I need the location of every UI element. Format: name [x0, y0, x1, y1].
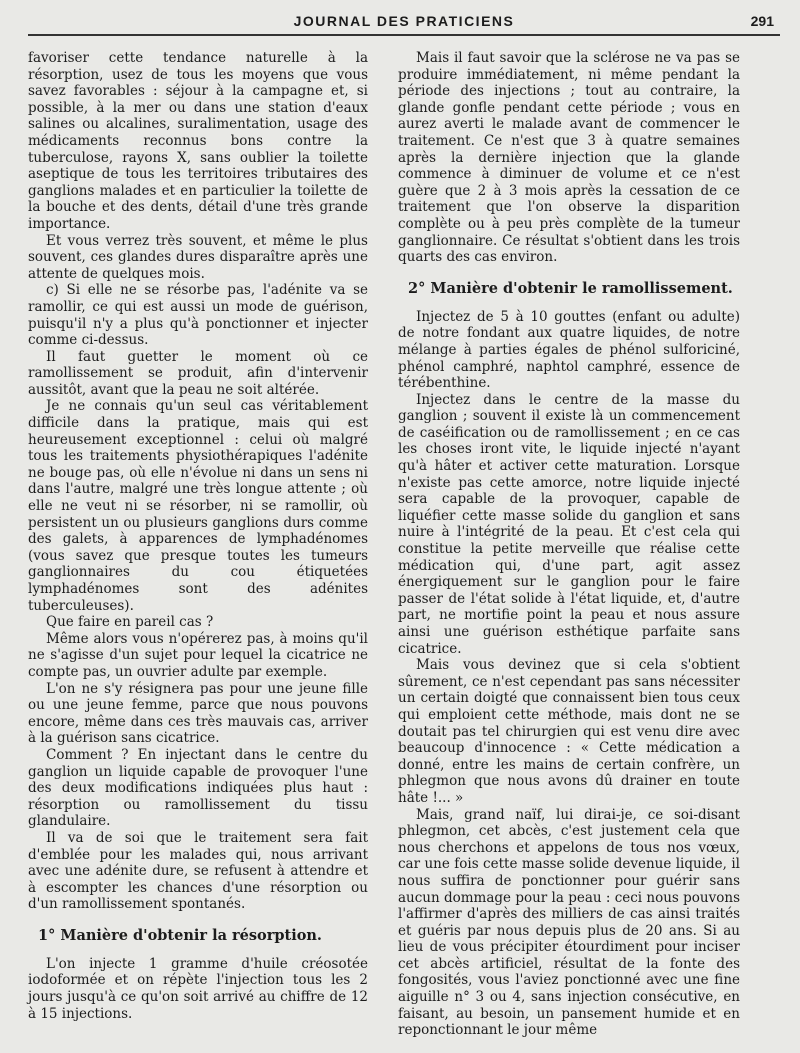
- paragraph: Injectez de 5 à 10 gouttes (enfant ou adulte) de notre fondant aux quatre liquides, de notre mélange à parties égales de phénol sulforiciné, phénol camphré, naphtol camphré, essence de térébenthine.: [398, 308, 740, 392]
- left-column: [28, 50, 368, 1022]
- paragraph: Injectez dans le centre de la masse du ganglion ; souvent il existe là un commencement de caséification ou de ramollissement ; en ce cas les choses iront vite, le liquide injecté n'ayant qu'à hâter et activer cette maturation. Lorsque n'existe pas cette amorce, notre liquide injecté sera capable de la provoquer, capable de liquéfier cette masse solide du ganglion et sans nuire à l'intégrité de la peau. Et c'est cela qui constitue la petite merveille que réalise cette médication qui, d'une part, agit assez énergiquement sur le ganglion pour le faire passer de l'état solide à l'état liquide, et, d'autre part, ne mortifie point la peau et nous assure ainsi une guérison esthétique parfaite sans cicatrice.: [398, 391, 740, 657]
- paragraph: Même alors vous n'opérerez pas, à moins qu'il ne s'agisse d'un sujet pour lequel la cicatrice ne compte pas, un ouvrier adulte par exemple.: [28, 630, 368, 680]
- right-column: [398, 50, 740, 1039]
- paragraph: Je ne connais qu'un seul cas véritablement difficile dans la pratique, mais qui est heureusement exceptionnel : celui où malgré tous les traitements physiothérapiques l'adénite ne bouge pas, où elle n'évolue ni dans un sens ni dans l'autre, malgré une très longue attente ; où elle ne veut ni se résorber, ni se ramollir, où persistent un ou plusieurs ganglions durs comme des galets, à apparences de lymphadénomes (vous savez que presque toutes les tumeurs ganglionnaires du cou étiquetées lymphadénomes sont des adénites tuberculeuses).: [28, 398, 368, 614]
- paragraph: Il va de soi que le traitement sera fait d'emblée pour les malades qui, nous arrivant avec une adénite dure, se refusent à attendre et à escompter les chances d'une résorption ou d'un ramollissement spontanés.: [28, 829, 368, 913]
- paragraph: L'on injecte 1 gramme d'huile créosotée iodoformée et on répète l'injection tous les 2 jours jusqu'à ce qu'on soit arrivé au chiffre de 12 à 15 injections.: [28, 955, 368, 1022]
- paragraph: Que faire en pareil cas ?: [46, 614, 214, 631]
- running-header: [28, 10, 780, 36]
- paragraph: Mais vous devinez que si cela s'obtient sûrement, ce n'est cependant pas sans nécessiter un certain doigté que connaissent bien tous ceux qui emploient cette méthode, mais dont ne se doutait pas tel chirurgien qui est venu dire avec beaucoup d'innocence : « Cette médication a donné, entre les mains de certain confrère, un phlegmon que nous avons dû drainer en toute hâte !... »: [398, 657, 740, 806]
- paragraph: Comment ? En injectant dans le centre du ganglion un liquide capable de provoquer l'une des deux modifications indiquées plus haut : résorption ou ramollissement du tissu glandulaire.: [28, 746, 368, 830]
- paragraph: c) Si elle ne se résorbe pas, l'adénite va se ramollir, ce qui est aussi un mode de guérison, puisqu'il n'y a plus qu'à ponctionner et injecter comme ci-dessus.: [28, 282, 368, 349]
- paragraph: Mais il faut savoir que la sclérose ne va pas se produire immédiatement, ni même pendant la période des injections ; tout au contraire, la glande gonfle pendant cette période ; vous en aurez averti le malade avant de commencer le traitement. Ce n'est que 3 à quatre semaines après la dernière injection que la glande commence à diminuer de volume et ce n'est guère que 2 à 3 mois après la cessation de ce traitement que l'on observe la disparition complète ou à peu près complète de la tumeur ganglionnaire. Ce résultat s'obtient dans les trois quarts des cas environ.: [398, 50, 740, 266]
- section-heading: 1° Manière d'obtenir la résorption.: [38, 926, 322, 944]
- paragraph: Et vous verrez très souvent, et même le plus souvent, ces glandes dures disparaître après une attente de quelques mois.: [28, 232, 368, 282]
- page-number: 291: [750, 13, 774, 29]
- paragraph: Il faut guetter le moment où ce ramollissement se produit, afin d'intervenir aussitôt, avant que la peau ne soit altérée.: [28, 348, 368, 398]
- paragraph: L'on ne s'y résignera pas pour une jeune fille ou une jeune femme, parce que nous pouvons encore, même dans ces très mauvais cas, arriver à la guérison sans cicatrice.: [28, 680, 368, 747]
- journal-title: JOURNAL DES PRATICIENS: [293, 13, 515, 29]
- paragraph: favoriser cette tendance naturelle à la résorption, usez de tous les moyens que vous savez favorables : séjour à la campagne et, si possible, à la mer ou dans une station d'eaux salines ou alcalines, suralimentation, usage des médicaments reconnus bons contre la tuberculose, rayons X, sans oublier la toilette aseptique de tous les territoires tributaires des ganglions malades et en particulier la toilette de la bouche et des dents, détail d'une très grande importance.: [28, 50, 368, 232]
- paragraph: Mais, grand naïf, lui dirai-je, ce soi-disant phlegmon, cet abcès, c'est justement cela que nous cherchons et appelons de tous nos vœux, car une fois cette masse solide devenue liquide, il nous suffira de ponctionner pour guérir sans aucun dommage pour la peau : ceci nous pouvons l'affirmer d'après des milliers de cas ainsi traités et guéris par nous depuis plus de 20 ans. Si au lieu de vous précipiter étourdiment pour inciser cet abcès artificiel, résultat de la fonte des fongosités, vous l'aviez ponctionné avec une fine aiguille n° 3 ou 4, sans injection consécutive, en faisant, au besoin, un pansement humide et en reponctionnant le jour même: [398, 806, 740, 1039]
- section-heading: 2° Manière d'obtenir le ramollissement.: [408, 279, 733, 297]
